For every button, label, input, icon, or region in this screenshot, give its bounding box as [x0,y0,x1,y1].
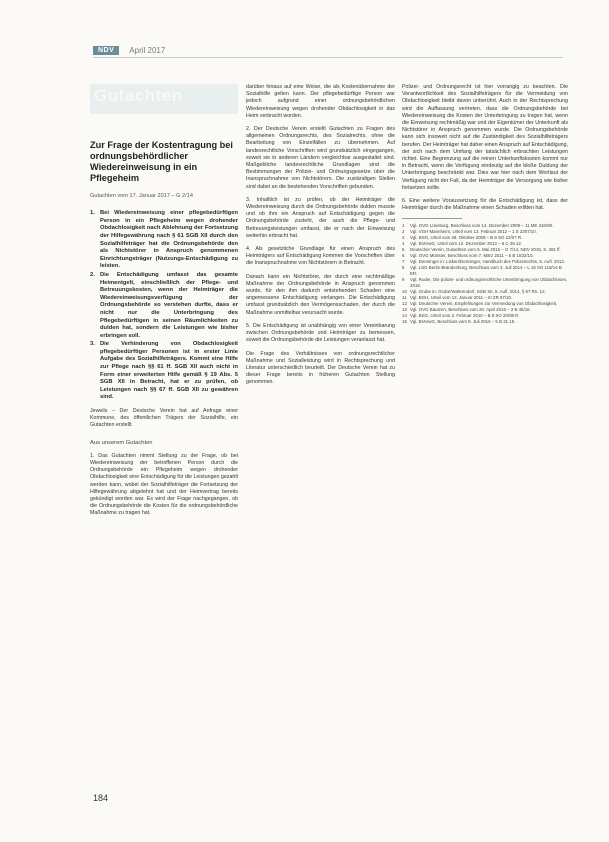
body-paragraph: darüber hinaus auf eine Weise, die als Kostenübernahme der Sozialhilfe gelten kann. Der pflegebedürftige Person war jedoch aufgrund einer ordnungsbehördlichen Wiedereinweisung wegen drohender Obdachlosigkeit in das Heim verbracht worden. [246,84,395,119]
section-heading: Aus unserem Gutachten [90,439,153,446]
footnote-item: 15 Vgl. BVerwG, Beschluss vom 8. Juli 2015 – 5 B 31.15. [402,319,516,325]
article-meta: Gutachten vom 17. Januar 2017 – G 2/14 [90,193,193,199]
issue-date: April 2017 [129,45,166,55]
footnote-item: 9 Vgl. Ruder, Die polizei- und ordnungsrechtliche Unterbringung von Obdachlosen, 2015. [402,277,568,289]
body-paragraph: 1. Das Gutachten nimmt Stellung zu der Frage, ob bei Wiedereinweisung der betroffenen Person durch die Ordnungsbehörde ein Pflegeheim wegen drohender Obdachlosigkeit eine Entschädigung für die Leistungen gezahlt werden kann, wobei der Sozialhilfeträger die Fortsetzung der Hilfegewährung abgelehnt hat und der Heimvertrag bereits gekündigt worden war. Es wird der Frage nachgegangen, ob die Ordnungsbehörde die Kosten für die ordnungsbehördliche Maßnahme zu tragen hat. [90,452,238,517]
body-paragraph: Danach kann ein Nichtstörer, der durch eine rechtmäßige Maßnahme der Ordnungsbehörde in Anspruch genommen wurde, für den ihm dadurch entstehenden Schaden eine angemessene Entschädigung verlangen. Die Entschädigung umfasst grundsätzlich den Vermögensschaden, der durch die Maßnahme unmittelbar verursacht wurde. [246,273,395,316]
footnote-item: 8 Vgl. LSG Berlin-Brandenburg, Beschluss vom 3. Juli 2014 – L 15 SO 118/14 B ER. [402,265,562,277]
column-left [90,140,238,524]
footnote-item: 1 Vgl. OVG Lüneburg, Beschluss vom 14. Dezember 2009 – 11 ME 316/09. [402,223,554,229]
body-paragraph: 2. Der Deutsche Verein erstellt Gutachten zu Fragen des allgemeinen Ordnungsrechts, des Sozialrechts, ohne die Bearbeitung von Einzelfällen zu übernehmen. Auf landesrechtliche Vorschriften wird grundsätzlich eingegangen, soweit sie in anderen Ländern vergleichbar ausgestaltet sind. Maßgebliche landesrechtliche Grundlagen sind die Bestimmungen der Polizei- und Ordnungsgesetze über die Inanspruchnahme von Nichtstörern. Die zuständigen Stellen sind dabei an die bestehenden Vorschriften gebunden. [246,126,395,190]
footnote-item: 10 Vgl. Grube in: Grube/Wahrendorf, SGB XII, 5. Aufl. 2014, § 67 Rn. 12. [402,289,546,295]
footnote-item: 7 Vgl. Denninger in: Lisken/Denninger, Handbuch des Polizeirechts, 5. Aufl. 2012. [402,259,565,265]
footnotes-list [402,223,568,325]
column-right [402,84,568,325]
category-title: Gutachten [94,86,183,105]
body-paragraph: 6. Eine weitere Voraussetzung für die Entschädigung ist, dass der Heimträger durch die Maßnahme einen Schaden erlitten hat. [402,198,568,212]
page-header [93,44,165,56]
body-paragraph: Polizei- und Ordnungsrecht ist hier vorrangig zu beachten. Die Verantwortlichkeit des Sozialhilfeträgers für die Vermeidung von Obdachlosigkeit bleibt davon unberührt. Auch in der Rechtsprechung wird die Auffassung vertreten, dass die Ordnungsbehörde bei Wiedereinweisung die Kosten der Unterbringung zu tragen hat, wenn die Einweisung rechtmäßig war und der Eigentümer der Unterkunft als Nichtstörer in Anspruch genommen wurde. Die Ordnungsbehörde kann sich insoweit nicht auf die Zuständigkeit des Sozialhilfeträgers berufen. Der Heimträger hat daher einen Anspruch auf Entschädigung, der sich nach dem Umfang der tatsächlich erbrachten Leistungen richtet. Eine Begrenzung auf die reinen Unterkunftskosten kommt nur in Betracht, wenn die Verfügung eindeutig auf die bloße Duldung der Unterbringung beschränkt war. Dies war hier nach dem Wortlaut der Verfügung nicht der Fall, da der Heimträger die Versorgung wie bisher fortsetzen sollte. [402,84,568,191]
body-paragraph: 5. Die Entschädigung ist unabhängig von einer Vereinbarung zwischen Ordnungsbehörde und Heimträger zu bemessen, soweit die Ordnungsbehörde die Leistungen veranlasst hat. [246,322,395,344]
footnote-item: 13 Vgl. OVG Bautzen, Beschluss vom 20. April 2016 – 3 B 45/16. [402,307,531,313]
leitsaetze-list [90,210,238,402]
column-middle [246,84,395,393]
footnote-item: 11 Vgl. BGH, Urteil vom 13. Januar 2011 – III ZR 87/10. [402,295,513,301]
footnote-item: 5 Deutscher Verein, Gutachten vom 5. Mai 2015 – G 7/14, NDV 2015, S. 381 ff. [402,247,561,253]
body-paragraph: 3. Inhaltlich ist zu prüfen, ob der Heimträger die Wiedereinweisung durch die Ordnungsbehörde dulden musste und ob ihm ein Anspruch auf Entschädigung gegen die Ordnungsbehörde zusteht, der auch die Pflege- und Betreuungsleistungen umfasst, die er nach der Einweisung weiterhin erbracht hat. [246,196,395,239]
footnote-item: 6 Vgl. OVG Münster, Beschluss vom 7. März 2011 – 5 B 1532/10. [402,253,534,259]
leitsatz-item: 2. Die Entschädigung umfasst das gesamte Heimentgelt, einschließlich der Pflege- und Betreuungskosten, wenn der Heimträger die Wiedereinweisungsverfügung der Ordnungsbehörde so verstehen durfte, dass er nicht nur die Unterbringung des Pflegebedürftigen in seinen Räumlichkeiten zu dulden hat, sondern die Leistungen wie bisher erbringen soll. [90,271,238,339]
leitsatz-item: 1. Bei Wiedereinweisung einer pflegebedürftigen Person in ein Pflegeheim wegen drohender Obdachlosigkeit nach Ablehnung der Fortsetzung der Hilfegewährung nach § 61 SGB XII durch den Sozialhilfeträger hat die Ordnungsbehörde den als Nichtstörer in Anspruch genommenen Einrichtungsträger (Nutzungs-Entschädigung zu leisten. [90,210,238,270]
header-rule [93,57,563,58]
body-paragraph: Die Frage des Verhältnisses von ordnungsrechtlicher Maßnahme und Sozialleistung wird in Rechtsprechung und Literatur unterschiedlich beurteilt. Der Deutsche Verein hat zu dieser Frage bereits in früheren Gutachten Stellung genommen. [246,350,395,386]
footnote-item: 14 Vgl. BSG, Urteil vom 2. Februar 2010 – B 8 SO 20/08 R. [402,313,520,319]
footnote-item: 3 Vgl. BSG, Urteil vom 28. Oktober 2008 – B 8 SO 22/07 R. [402,235,523,241]
journal-badge: NDV [93,46,119,55]
intro-paragraph: Jeweils – Der Deutsche Verein hat auf Anfrage einer Kommune, des öffentlichen Trägers der Sozialhilfe, ein Gutachten erstellt. [90,408,238,429]
footnote-rule [402,218,462,219]
body-paragraph: 4. Als gesetzliche Grundlage für einen Anspruch des Heimträgers auf Entschädigung kommen die Vorschriften über die Inanspruchnahme von Nichtstörern in Betracht. [246,246,395,267]
footnote-item: 2 Vgl. VGH Mannheim, Urteil vom 13. Februar 2012 – 1 S 2307/10. [402,229,537,235]
article-title: Zur Frage der Kostentragung bei ordnungsbehördlicher Wiedereinweisung in ein Pflegeheim [90,140,233,183]
page-number: 184 [93,793,109,803]
leitsatz-item: 3. Die Verhinderung von Obdachlosigkeit pflegebedürftiger Personen ist in erster Linie Aufgabe des Sozialhilfeträgers. Kommt eine Hilfe zur Pflege nach §§ 61 ff. SGB XII auch nicht in Form einer erweiterten Hilfe gemäß § 19 Abs. 5 SGB XII in Betracht, hat er zu prüfen, ob Leistungen nach §§ 67 ff. SGB XII zu gewähren sind. [90,341,238,401]
footnote-item: 4 Vgl. BVerwG, Urteil vom 12. Dezember 2013 – 5 C 28.12. [402,241,523,247]
footnote-item: 12 Vgl. Deutscher Verein, Empfehlungen zur Vermeidung von Obdachlosigkeit. [402,301,558,307]
